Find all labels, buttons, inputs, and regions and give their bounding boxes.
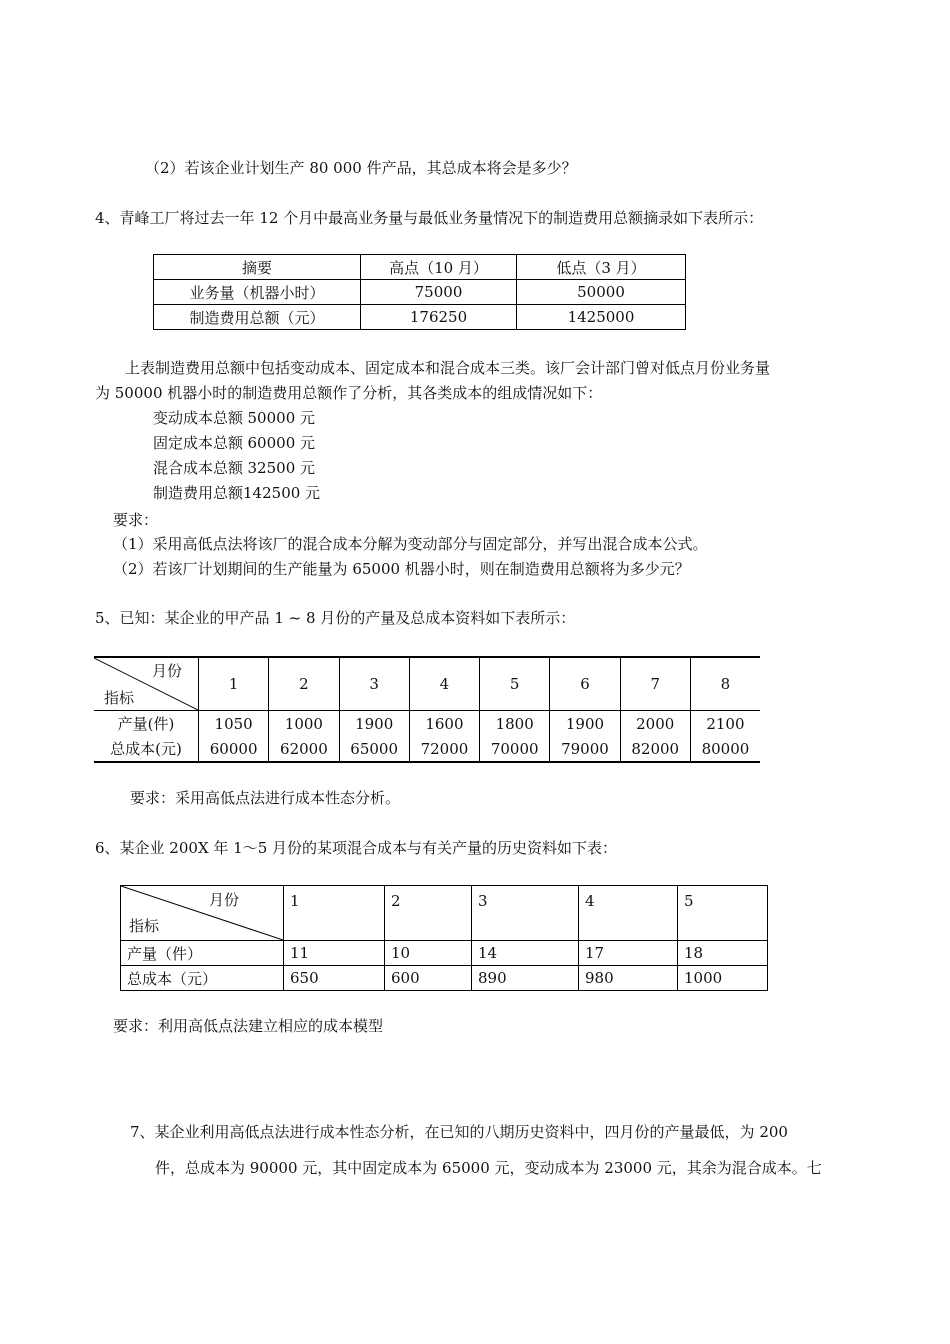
problem-5-intro: 5、已知：某企业的甲产品 1 ~ 8 月份的产量及总成本资料如下表所示： — [95, 609, 576, 627]
table-cell: 18 — [678, 941, 768, 966]
table-cell: 1000 — [269, 711, 339, 737]
table-header: 4 — [579, 886, 678, 941]
table-cell: 79000 — [550, 736, 620, 762]
table-row — [154, 280, 686, 305]
row-label: 产量（件） — [121, 941, 284, 966]
problem-4-intro: 4、青峰工厂将过去一年 12 个月中最高业务量与最低业务量情况下的制造费用总额摘录如下表所示： — [95, 209, 764, 227]
table-cell: 制造费用总额（元） — [154, 305, 361, 330]
table-row — [94, 736, 760, 762]
table-cell: 70000 — [480, 736, 550, 762]
table-cell: 80000 — [690, 736, 760, 762]
row-label: 产量(件) — [94, 711, 199, 737]
table-cell: 17 — [579, 941, 678, 966]
table-header: 摘要 — [154, 255, 361, 280]
requirement-2: （2）若该厂计划期间的生产能量为 65000 机器小时，则在制造费用总额将为多少元？ — [113, 560, 690, 578]
table-header: 4 — [409, 657, 479, 711]
table-cell: 50000 — [517, 280, 686, 305]
problem-5-requirement: 要求：采用高低点法进行成本性态分析。 — [130, 789, 401, 807]
table-cell: 1000 — [678, 966, 768, 991]
problem-4-table — [153, 254, 686, 330]
table-header: 3 — [472, 886, 579, 941]
problem-6-requirement: 要求：利用高低点法建立相应的成本模型 — [113, 1017, 384, 1035]
table-header: 2 — [385, 886, 472, 941]
corner-header-month: 月份 — [151, 662, 182, 680]
cost-label: 固定成本总额 — [153, 434, 244, 452]
table-cell: 1600 — [409, 711, 479, 737]
table-cell: 2100 — [690, 711, 760, 737]
table-cell: 176250 — [361, 305, 517, 330]
requirement-1: （1）采用高低点法将该厂的混合成本分解为变动部分与固定部分，并写出混合成本公式。 — [113, 535, 708, 553]
question-2-text: （2）若该企业计划生产 80 000 件产品，其总成本将会是多少？ — [145, 159, 577, 177]
corner-header-indicator: 指标 — [129, 917, 160, 935]
cost-amount: 142500 元 — [243, 484, 321, 502]
cost-item — [153, 457, 315, 479]
table-corner-cell — [121, 886, 284, 941]
table-cell: 980 — [579, 966, 678, 991]
cost-label: 混合成本总额 — [153, 459, 244, 477]
table-header: 1 — [284, 886, 385, 941]
table-cell: 业务量（机器小时） — [154, 280, 361, 305]
problem-6-table — [120, 885, 768, 991]
table-cell: 1050 — [199, 711, 269, 737]
cost-amount: 32500 元 — [247, 459, 316, 477]
table-cell: 1800 — [480, 711, 550, 737]
cost-item — [153, 482, 321, 504]
table-header: 7 — [620, 657, 690, 711]
table-row — [121, 941, 768, 966]
table-header: 5 — [678, 886, 768, 941]
problem-4-paragraph-1: 上表制造费用总额中包括变动成本、固定成本和混合成本三类。该厂会计部门曾对低点月份业务量 — [125, 359, 771, 377]
table-cell: 1425000 — [517, 305, 686, 330]
table-cell: 14 — [472, 941, 579, 966]
table-header: 8 — [690, 657, 760, 711]
table-cell: 10 — [385, 941, 472, 966]
problem-6-intro: 6、某企业 200X 年 1～5 月份的某项混合成本与有关产量的历史资料如下表： — [95, 839, 618, 857]
corner-header-month: 月份 — [208, 891, 239, 909]
table-cell: 72000 — [409, 736, 479, 762]
table-header: 6 — [550, 657, 620, 711]
requirement-label: 要求： — [113, 511, 159, 529]
table-header: 1 — [199, 657, 269, 711]
table-cell: 890 — [472, 966, 579, 991]
table-cell: 1900 — [550, 711, 620, 737]
cost-label: 制造费用总额 — [153, 484, 244, 502]
cost-item — [153, 407, 315, 429]
table-cell: 600 — [385, 966, 472, 991]
table-cell: 650 — [284, 966, 385, 991]
table-row — [94, 711, 760, 737]
table-cell: 62000 — [269, 736, 339, 762]
table-cell: 82000 — [620, 736, 690, 762]
problem-7-line-2: 件，总成本为 90000 元，其中固定成本为 65000 元，变动成本为 23000 元，其余为混合成本。七 — [155, 1159, 822, 1177]
table-corner-cell — [94, 657, 199, 711]
table-row — [121, 966, 768, 991]
row-label: 总成本(元) — [94, 736, 199, 762]
table-cell: 2000 — [620, 711, 690, 737]
table-cell: 1900 — [339, 711, 409, 737]
table-header: 低点（3 月） — [517, 255, 686, 280]
table-header: 高点（10 月） — [361, 255, 517, 280]
cost-amount: 60000 元 — [247, 434, 316, 452]
problem-5-table — [94, 656, 760, 763]
table-header: 3 — [339, 657, 409, 711]
table-header: 5 — [480, 657, 550, 711]
cost-label: 变动成本总额 — [153, 409, 244, 427]
row-label: 总成本（元） — [121, 966, 284, 991]
table-cell: 75000 — [361, 280, 517, 305]
corner-header-indicator: 指标 — [104, 689, 135, 707]
cost-item — [153, 432, 315, 454]
table-cell: 65000 — [339, 736, 409, 762]
cost-amount: 50000 元 — [247, 409, 316, 427]
table-cell: 60000 — [199, 736, 269, 762]
table-row — [154, 305, 686, 330]
problem-7-line-1: 7、某企业利用高低点法进行成本性态分析，在已知的八期历史资料中，四月份的产量最低，为 200 — [130, 1123, 788, 1141]
table-cell: 11 — [284, 941, 385, 966]
table-header: 2 — [269, 657, 339, 711]
problem-4-paragraph-2: 为 50000 机器小时的制造费用总额作了分析，其各类成本的组成情况如下： — [95, 384, 603, 402]
